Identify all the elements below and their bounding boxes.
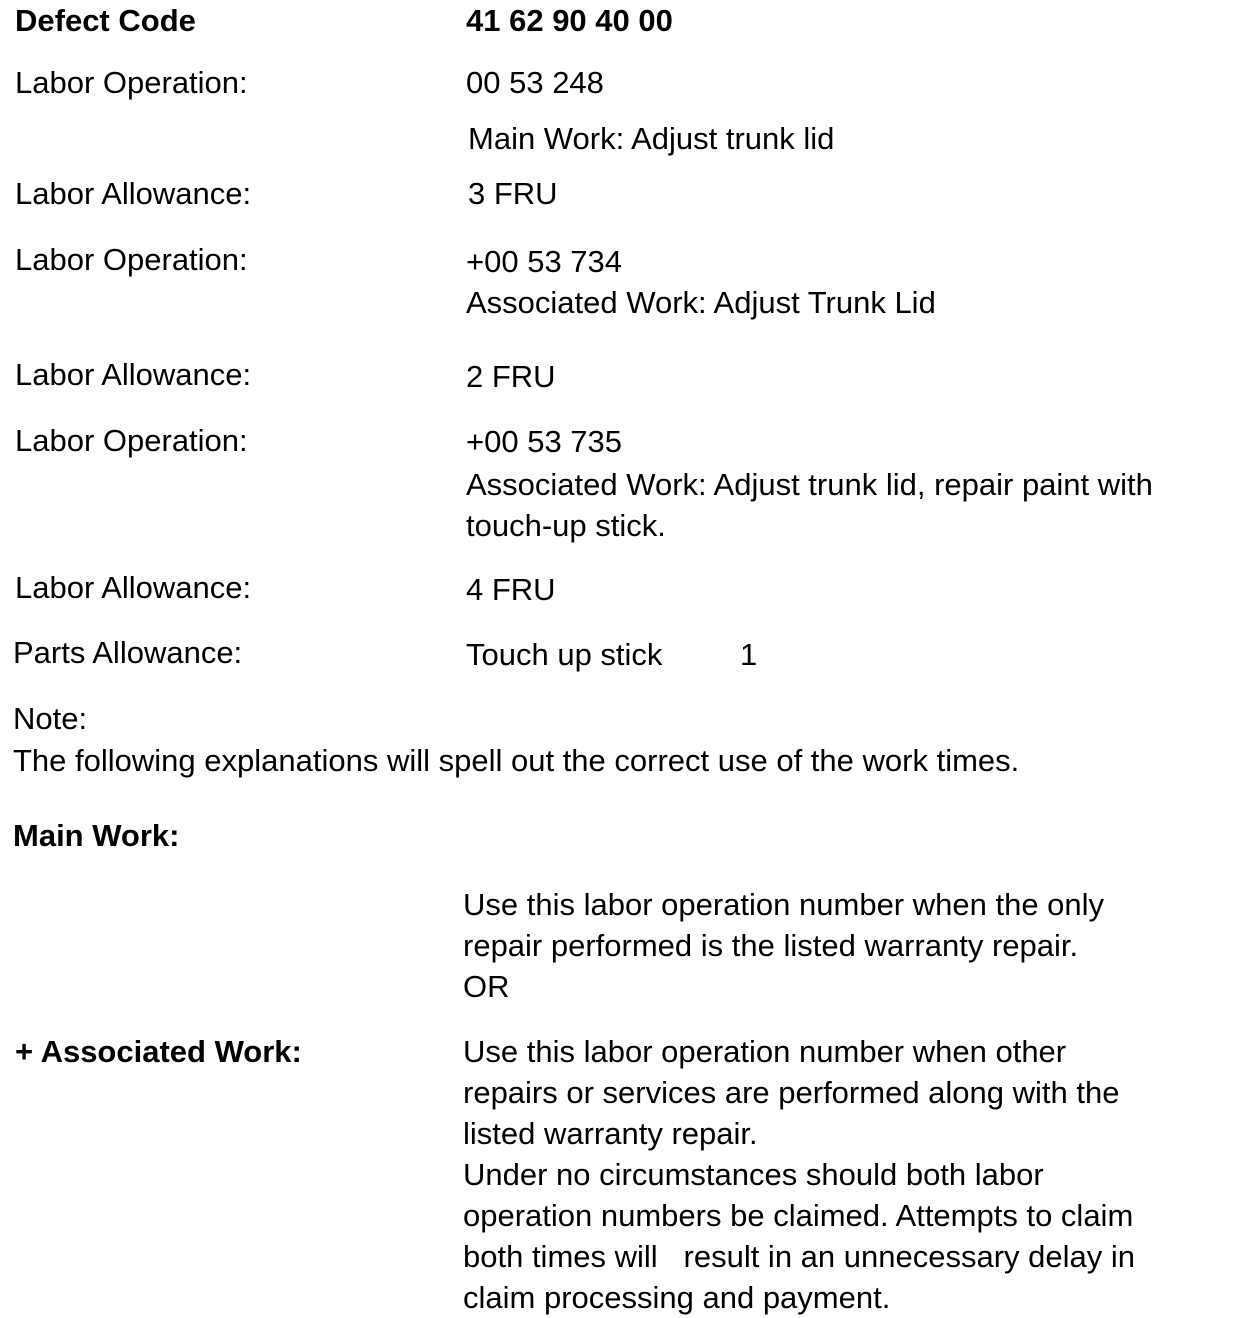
parts-allowance-label: Parts Allowance: (13, 635, 243, 670)
labor-operation-number: 00 53 248 (466, 65, 604, 100)
main-work-heading: Main Work: (13, 818, 180, 853)
parts-item: Touch up stick (466, 637, 663, 672)
description-line: Associated Work: Adjust trunk lid, repair paint with (466, 467, 1153, 502)
labor-allowance-value: 2 FRU (466, 359, 556, 394)
main-work-line: repair performed is the listed warranty repair. (463, 928, 1079, 963)
labor-operation-number: +00 53 734 (466, 244, 623, 279)
note-heading: Note: (13, 701, 88, 736)
associated-work-line: listed warranty repair. (463, 1116, 758, 1151)
labor-allowance-label: Labor Allowance: (15, 176, 252, 211)
main-work-line: OR (463, 969, 510, 1004)
associated-work-line: Use this labor operation number when other (463, 1034, 1067, 1069)
labor-operation-description (466, 464, 1236, 546)
defect-code-label: Defect Code (15, 3, 196, 38)
labor-operation-number: +00 53 735 (466, 424, 623, 459)
associated-work-line: claim processing and payment. (463, 1280, 891, 1315)
description-line: touch-up stick. (466, 508, 666, 543)
associated-work-line: Under no circumstances should both labor (463, 1157, 1044, 1192)
associated-work-line: both times will result in an unnecessary delay in (463, 1239, 1135, 1274)
associated-work-heading: + Associated Work: (15, 1034, 302, 1069)
labor-operation-description: Associated Work: Adjust Trunk Lid (466, 285, 936, 320)
labor-allowance-label: Labor Allowance: (15, 570, 252, 605)
associated-work-line: repairs or services are performed along with the (463, 1075, 1120, 1110)
main-work-description (463, 884, 1233, 1007)
labor-allowance-value: 4 FRU (466, 572, 556, 607)
parts-quantity: 1 (740, 637, 758, 672)
note-text: The following explanations will spell out the correct use of the work times. (13, 743, 1020, 778)
labor-operation-label: Labor Operation: (15, 242, 248, 277)
labor-operation-label: Labor Operation: (15, 423, 248, 458)
main-work-line: Use this labor operation number when the only (463, 887, 1105, 922)
labor-allowance-label: Labor Allowance: (15, 357, 252, 392)
labor-allowance-value: 3 FRU (468, 176, 558, 211)
associated-work-description (463, 1031, 1233, 1318)
defect-code-value: 41 62 90 40 00 (466, 3, 673, 38)
labor-operation-label: Labor Operation: (15, 65, 248, 100)
associated-work-line: operation numbers be claimed. Attempts to claim (463, 1198, 1134, 1233)
labor-operation-description: Main Work: Adjust trunk lid (468, 121, 835, 156)
